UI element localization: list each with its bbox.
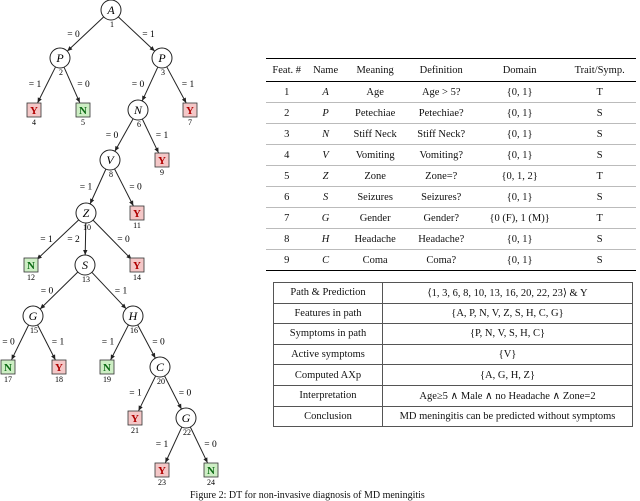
table-cell: S: [563, 145, 636, 166]
leaf-id: 24: [207, 478, 215, 487]
leaf-id: 19: [103, 375, 111, 384]
path-row-label: Features in path: [274, 303, 383, 324]
table-cell: Gender: [344, 208, 407, 229]
col-meaning: Meaning: [344, 59, 407, 82]
node-label: S: [82, 258, 88, 272]
path-row-value: MD meningitis can be predicted without symptoms: [383, 406, 633, 427]
leaf-label: Y: [30, 105, 38, 117]
col-feat-num: Feat. #: [266, 59, 307, 82]
leaf-id: 7: [188, 118, 192, 127]
col-domain: Domain: [476, 59, 563, 82]
table-cell: {0, 1}: [476, 82, 563, 103]
col-name: Name: [307, 59, 343, 82]
edge-label: = 2: [67, 235, 80, 245]
edge-label: = 1: [129, 388, 142, 399]
path-row-label: Conclusion: [274, 406, 383, 427]
table-cell: Zone: [344, 166, 407, 187]
table-row: [266, 124, 636, 145]
table-cell: Vomiting?: [407, 145, 476, 166]
node-label: A: [107, 3, 115, 17]
table-cell: Petechiae?: [407, 103, 476, 124]
table-cell: 4: [266, 145, 307, 166]
edge-label: = 1: [155, 131, 169, 141]
node-id: 22: [183, 428, 191, 437]
table-row: [274, 324, 633, 345]
leaf-id: 14: [133, 273, 141, 282]
table-cell: Headache: [344, 229, 407, 250]
edge-label: = 0: [117, 235, 130, 245]
edge-label: = 1: [28, 80, 42, 90]
leaf-label: N: [207, 465, 215, 477]
edge-label: = 0: [204, 440, 217, 450]
edge-arrowhead: [83, 250, 87, 255]
node-label: H: [128, 309, 138, 323]
table-cell: 1: [266, 82, 307, 103]
table-cell: Coma: [344, 250, 407, 271]
edge-label: = 1: [181, 80, 195, 90]
table-row: [274, 385, 633, 406]
table-cell: S: [563, 250, 636, 271]
node-id: 15: [30, 326, 38, 335]
leaf-id: 17: [4, 375, 12, 384]
table-cell: C: [307, 250, 343, 271]
decision-tree: [0, 0, 262, 498]
node-label: G: [181, 411, 191, 425]
path-row-value: {A, P, N, V, Z, S, H, C, G}: [383, 303, 633, 324]
table-cell: 2: [266, 103, 307, 124]
table-row: [266, 187, 636, 208]
node-id: 16: [130, 326, 138, 335]
path-row-value: ⟨1, 3, 6, 8, 10, 13, 16, 20, 22, 23⟩ & Y: [383, 283, 633, 304]
edge-label: = 0: [129, 182, 142, 193]
leaf-label: Y: [133, 260, 141, 272]
table-cell: Z: [307, 166, 343, 187]
leaf-id: 18: [55, 375, 63, 384]
leaf-label: Y: [158, 465, 166, 477]
edge-label: = 0: [40, 286, 54, 297]
table-row: [266, 145, 636, 166]
node-label: V: [106, 153, 114, 167]
table-cell: 6: [266, 187, 307, 208]
table-cell: Age > 5?: [407, 82, 476, 103]
table-cell: S: [563, 124, 636, 145]
table-cell: N: [307, 124, 343, 145]
table-cell: Petechiae: [344, 103, 407, 124]
table-cell: T: [563, 82, 636, 103]
leaf-label: N: [79, 105, 87, 117]
edge-label: = 0: [178, 388, 192, 399]
table-cell: {0, 1}: [476, 145, 563, 166]
table-cell: {0, 1}: [476, 124, 563, 145]
table-cell: {0, 1}: [476, 229, 563, 250]
leaf-label: N: [103, 362, 111, 374]
node-label: N: [133, 103, 143, 117]
table-row: [274, 344, 633, 365]
table-row: [266, 250, 636, 271]
table-cell: Stiff Neck?: [407, 124, 476, 145]
feature-table-header: [266, 59, 636, 82]
table-row: [274, 303, 633, 324]
table-cell: 9: [266, 250, 307, 271]
table-cell: S: [563, 187, 636, 208]
table-cell: Gender?: [407, 208, 476, 229]
edge-label: = 0: [152, 337, 165, 348]
table-cell: Stiff Neck: [344, 124, 407, 145]
leaf-id: 11: [133, 221, 141, 230]
table-cell: H: [307, 229, 343, 250]
path-row-label: Path & Prediction: [274, 283, 383, 304]
node-label: P: [158, 51, 166, 65]
leaf-label: N: [4, 362, 12, 374]
table-cell: 3: [266, 124, 307, 145]
tree-edge: [142, 67, 158, 101]
table-cell: A: [307, 82, 343, 103]
table-cell: S: [307, 187, 343, 208]
leaf-id: 23: [158, 478, 166, 487]
table-row: [266, 82, 636, 103]
table-cell: {0, 1}: [476, 103, 563, 124]
leaf-label: Y: [133, 208, 141, 220]
node-id: 13: [82, 275, 90, 284]
table-cell: {0, 1}: [476, 250, 563, 271]
edge-label: = 1: [40, 235, 53, 245]
node-id: 10: [83, 223, 91, 232]
edge-label: = 1: [51, 337, 65, 348]
col-definition: Definition: [407, 59, 476, 82]
table-cell: {0, 1}: [476, 187, 563, 208]
table-cell: 8: [266, 229, 307, 250]
table-cell: 5: [266, 166, 307, 187]
path-row-label: Active symptoms: [274, 344, 383, 365]
table-cell: Headache?: [407, 229, 476, 250]
table-cell: S: [563, 229, 636, 250]
table-cell: T: [563, 166, 636, 187]
col-trait-symp: Trait/Symp.: [563, 59, 636, 82]
path-row-value: {P, N, V, S, H, C}: [383, 324, 633, 345]
path-row-value: {A, G, H, Z}: [383, 365, 633, 386]
leaf-label: Y: [131, 413, 139, 425]
table-cell: Seizures: [344, 187, 407, 208]
node-id: 8: [109, 170, 113, 179]
table-cell: Age: [344, 82, 407, 103]
path-row-label: Symptoms in path: [274, 324, 383, 345]
table-cell: T: [563, 208, 636, 229]
table-cell: Seizures?: [407, 187, 476, 208]
table-cell: Coma?: [407, 250, 476, 271]
table-row: [266, 208, 636, 229]
edge-label: = 0: [77, 80, 90, 90]
table-cell: V: [307, 145, 343, 166]
edge-label: = 0: [105, 131, 119, 141]
table-row: [274, 406, 633, 427]
edge-label: = 1: [79, 182, 93, 193]
node-id: 3: [161, 68, 165, 77]
edge-label: = 1: [101, 337, 115, 348]
path-row-label: Computed AXp: [274, 365, 383, 386]
table-cell: Zone=?: [407, 166, 476, 187]
node-label: P: [56, 51, 64, 65]
feature-table: [266, 58, 636, 271]
edge-label: = 0: [67, 30, 80, 40]
path-table: [273, 282, 633, 427]
edge-label: = 0: [131, 80, 145, 90]
leaf-id: 4: [32, 118, 36, 127]
edge-label: = 1: [155, 440, 169, 450]
node-label: C: [155, 360, 165, 374]
tree-edge: [90, 169, 106, 204]
table-row: [266, 103, 636, 124]
table-row: [274, 365, 633, 386]
leaf-label: Y: [158, 155, 166, 167]
table-cell: {0 (F), 1 (M)}: [476, 208, 563, 229]
table-cell: G: [307, 208, 343, 229]
path-row-value: Age≥5 ∧ Male ∧ no Headache ∧ Zone=2: [383, 385, 633, 406]
edge-label: = 0: [2, 337, 15, 348]
node-label: G: [28, 309, 38, 323]
node-id: 20: [157, 377, 165, 386]
path-row-label: Interpretation: [274, 385, 383, 406]
leaf-label: Y: [186, 105, 194, 117]
node-id: 1: [110, 20, 114, 29]
table-cell: P: [307, 103, 343, 124]
edge-label: = 1: [142, 30, 155, 40]
table-row: [266, 229, 636, 250]
leaf-label: N: [27, 260, 35, 272]
table-cell: S: [563, 103, 636, 124]
table-cell: Vomiting: [344, 145, 407, 166]
path-row-value: {V}: [383, 344, 633, 365]
node-id: 6: [137, 120, 141, 129]
leaf-id: 21: [131, 426, 139, 435]
table-row: [266, 166, 636, 187]
table-cell: 7: [266, 208, 307, 229]
leaf-id: 12: [27, 273, 35, 282]
figure-caption: Figure 2: DT for non-invasive diagnosis of MD meningitis: [190, 490, 425, 501]
leaf-id: 5: [81, 118, 85, 127]
leaf-label: Y: [55, 362, 63, 374]
node-id: 2: [59, 68, 63, 77]
table-cell: {0, 1, 2}: [476, 166, 563, 187]
table-row: [274, 283, 633, 304]
leaf-id: 9: [160, 168, 164, 177]
node-label: Z: [82, 206, 90, 220]
edge-label: = 1: [114, 286, 128, 297]
